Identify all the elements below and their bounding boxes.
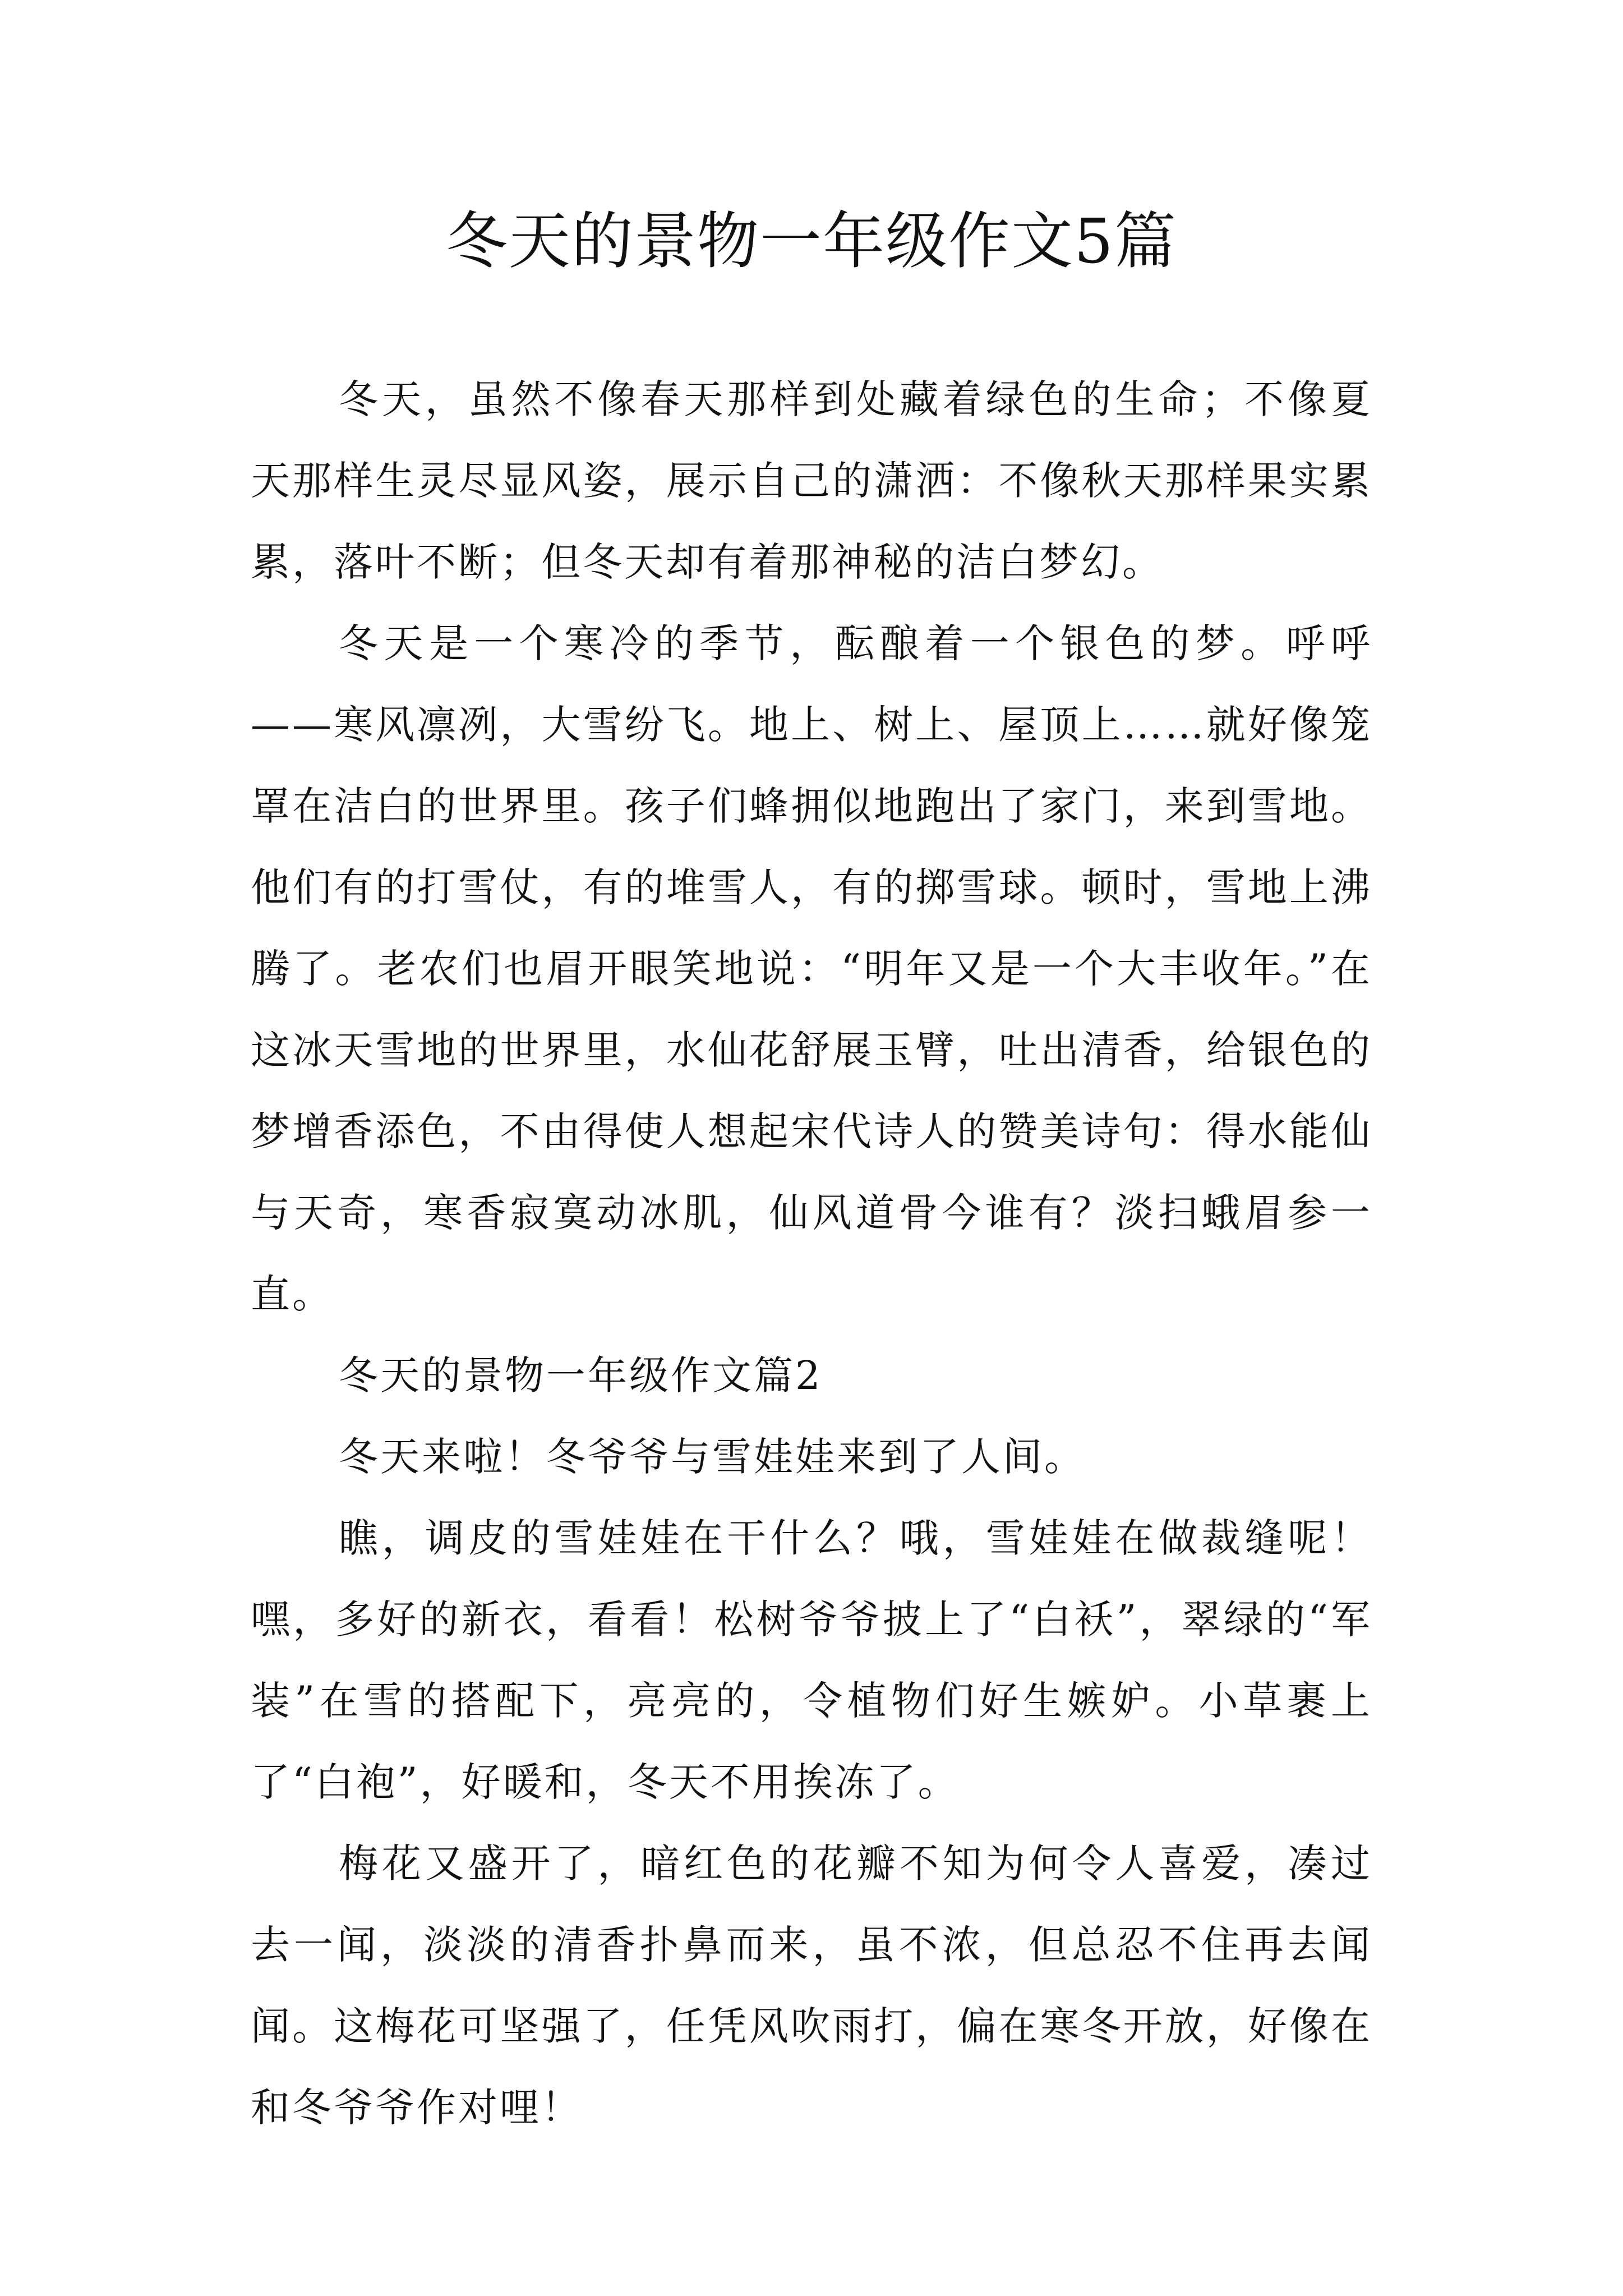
paragraph: 冬天来啦！冬爷爷与雪娃娃来到了人间。 bbox=[339, 1434, 1086, 1480]
paragraph: 瞧，调皮的雪娃娃在干什么？哦，雪娃娃在做裁缝呢！嘿，多好的新衣，看看！松树爷爷披上了“白袄”，翠绿的“军装”在雪的搭配下，亮亮的，令植物们好生嫉妒。小草裹上了“白袍”，好暖和，冬天不用挨冻了。 bbox=[251, 1515, 1372, 1805]
paragraph: 梅花又盛开了，暗红色的花瓣不知为何令人喜爱，凑过去一闻，淡淡的清香扑鼻而来，虽不浓，但总忍不住再去闻闻。这梅花可坚强了，任凭风吹雨打，偏在寒冬开放，好像在和冬爷爷作对哩！ bbox=[251, 1841, 1372, 2131]
paragraph: 冬天，虽然不像春天那样到处藏着绿色的生命；不像夏天那样生灵尽显风姿，展示自己的潇洒：不像秋天那样果实累累，落叶不断；但冬天却有着那神秘的洁白梦幻。 bbox=[251, 376, 1372, 585]
document-title: 冬天的景物一年级作文5篇 bbox=[446, 205, 1177, 277]
document-body bbox=[251, 359, 1372, 2148]
section-heading: 冬天的景物一年级作文篇2 bbox=[339, 1352, 823, 1398]
paragraph: 冬天是一个寒冷的季节，酝酿着一个银色的梦。呼呼——寒风凛冽，大雪纷飞。地上、树上、屋顶上……就好像笼罩在洁白的世界里。孩子们蜂拥似地跑出了家门，来到雪地。他们有的打雪仗，有的堆雪人，有的掷雪球。顿时，雪地上沸腾了。老农们也眉开眼笑地说：“明年又是一个大丰收年。”在这冰天雪地的世界里，水仙花舒展玉臂，吐出清香，给银色的梦增香添色，不由得使人想起宋代诗人的赞美诗句：得水能仙与天奇，寒香寂寞动冰肌，仙风道骨今谁有？淡扫蛾眉参一直。 bbox=[251, 620, 1372, 1317]
